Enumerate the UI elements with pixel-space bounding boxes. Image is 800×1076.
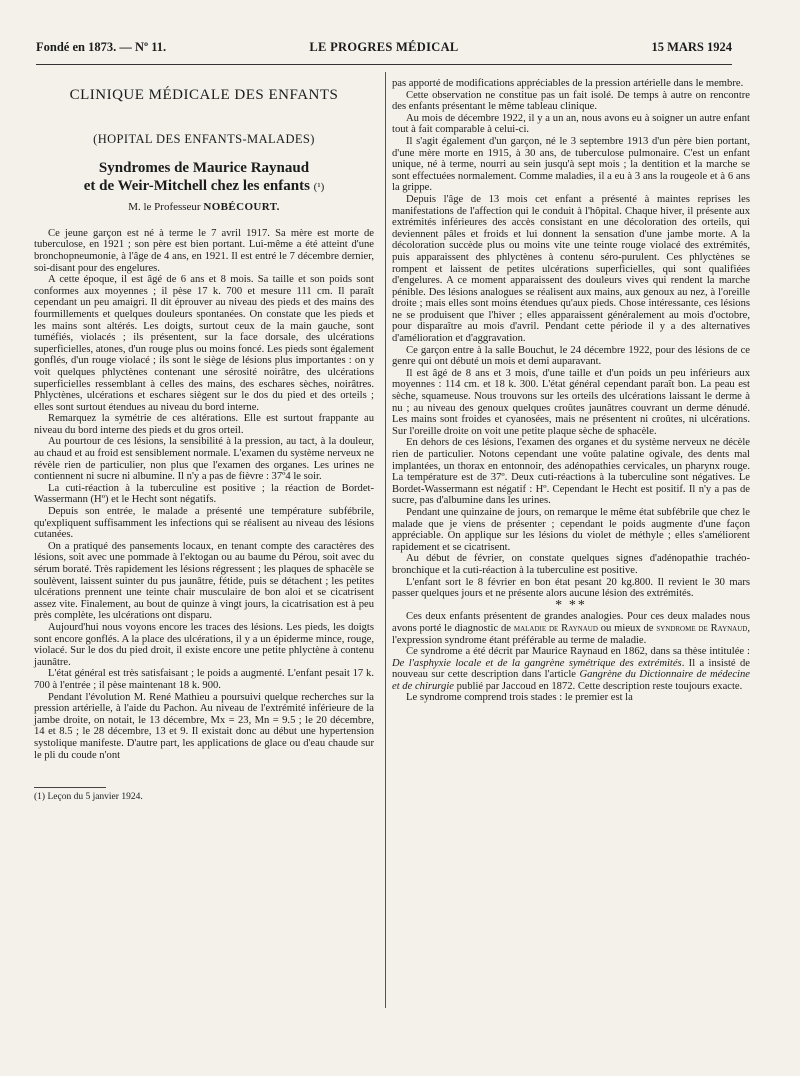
right-paragraph: Depuis l'âge de 13 mois cet enfant a présenté à maintes reprises les manifestations de l'affection qui le conduit à l'hôpital. Chaque hiver, il présente aux extrémités inférieures des accès consistant en une décoloration des orteils, qui deviennent pâles et froids et lui donnent la sensation d'une jambe morte. A la décoloration succède plus ou moins vite une teinte rouge violacé des extrémités, puis apparaissent des phlyctènes à contenu séro-purulent. Ces phlyctènes se rompent et laissent de petites ulcérations superficielles, qui sont qualifiées d'engelures. A ce moment apparaissent des douleurs vives qui rendent la marche pénible. Des lésions analogues se réalisent aux mains, aux genoux au nez, à l'oreille droite ; mais elles sont moins étendues qu'aux pieds. Chose intéressante, ces lésions ne se produisent que l'hiver ; elles apparaissent généralement au mois d'octobre, pour disparaître au mois d'avril. Pendant cette période il y a des alternatives d'amélioration et d'aggravation. (392, 193, 750, 345)
right-paragraph: Au début de février, on constate quelques signes d'adénopathie trachéo-bronchique et la cuti-réaction à la tuberculine est positive. (392, 553, 750, 576)
right-paragraph: L'enfant sort le 8 février en bon état pesant 20 kg.800. Il revient le 30 mars passer quelques jours et ne présente alors aucune lésion des extrémités. (392, 576, 750, 600)
author-prefix: M. le Professeur (128, 201, 201, 214)
left-paragraph: On a pratiqué des pansements locaux, en tenant compte des caractères des lésions, soit avec une pommade à l'ektogan ou au baume du Pérou, soit avec du sérum boraté. Très rapidement les lésions régressent ; les plaques de sphacèle se soulèvent, laissent suinter du pus jaunâtre, fétide, puis se détachent ; les petites ulcérations prennent une teinte chair musculaire de bon aloi et se cicatrisent assez vite. Finalement, au bout de quinze à vingt jours, la cicatrisation est à peu près complète, les ulcérations ont disparu. (34, 540, 374, 622)
right-paragraph: pas apporté de modifications appréciables de la pression artérielle dans le membre. (392, 78, 744, 89)
left-paragraph: A cette époque, il est âgé de 6 ans et 8 mois. Sa taille et son poids sont conformes aux moyennes ; il pèse 17 k. 700 et mesure 111 cm. Il paraît cependant un peu amaigri. Il dit éprouver au niveau des pieds et des mains des fourmillements et quelques douleurs spontanées. On constate que les pieds et les mains sont altérés. Les doigts, surtout ceux de la main gauche, sont tuméfiés, violacés ; ils présentent, sur la face dorsale, des ulcérations superficielles, atones, d'un rouge plus ou moins foncé. Les pieds sont également gonflés, d'un rouge violacé ; ils sont le siège de lésions plus importantes : on y voit quelques phlyctènes contenant une sérosité noirâtre, des ulcérations superficielles ressemblant à celles des mains, des eschares sèches, noirâtres. Phlyctènes, ulcérations et eschares siègent sur le dos du pied et des orteils ; elles sont surtout étendues au niveau du bord interne. (34, 274, 374, 413)
hospital-name: (HOPITAL DES ENFANTS-MALADES) (93, 131, 315, 146)
article-title-line-2: et de Weir-Mitchell chez les enfants (83, 178, 310, 195)
article-title-line-1: Syndromes de Maurice Raynaud (98, 160, 310, 177)
right-paragraph (392, 611, 750, 646)
right-column (392, 78, 750, 704)
article-author (34, 202, 374, 214)
section-separator-stars: * ** (555, 597, 587, 613)
left-paragraph: Pendant l'évolution M. René Mathieu a poursuivi quelque recherches sur la pression artérielle, à l'aide du Pachon. Au niveau de l'extrémité inférieure de la jambe droite, on notait, le 13 décembre, Mx = 23, Mn = 9.5 ; le 20 décembre, 14 et 8.5 ; le 28 décembre, 13 et 9. Il existait donc au début une hypertension systolique manifeste. D'autre part, les applications de glace ou d'eau chaude sur le pli du coude n'ont (34, 691, 374, 761)
right-paragraph: Pendant une quinzaine de jours, on remarque le même état subfébrile que chez le malade que je viens de présenter ; cependant le poids augmente d'une façon appréciable. On applique sur les lésions du violet de méthyle ; elles s'améliorent rapidement et se cicatrisent. (392, 506, 750, 553)
text-run: publié par Jaccoud en 1872. Cette description reste toujours exacte. (453, 680, 743, 692)
right-paragraph: Cette observation ne constitue pas un fait isolé. De temps à autre on rencontre des enfants présentant le même tableau clinique. (392, 89, 750, 113)
header-rule (36, 64, 732, 65)
right-paragraph (392, 646, 750, 692)
text-run: , l'expression syndrome étant préférable au terme de maladie. (392, 622, 751, 646)
left-paragraph: Ce jeune garçon est né à terme le 7 avril 1917. Sa mère est morte de tuberculose, en 1921 ; son père est bien portant. Lui-même a été atteint d'une bronchopneumonie, à l'âge de 4 ans, en 1921. Il est entré le 7 décembre dernier, soi-disant pour des engelures. (34, 227, 374, 274)
left-paragraph: Aujourd'hui nous voyons encore les traces des lésions. Les pieds, les doigts sont encore gonflés. A la place des ulcérations, il y a un épiderme mince, rouge, violacé. Sur le dos du pied droit, il existe encore une petite phlyctène à contenu jaunâtre. (34, 621, 374, 668)
column-divider (385, 72, 386, 1008)
right-paragraph: Il est âgé de 8 ans et 3 mois, d'une taille et d'un poids un peu inférieurs aux moyennes : 114 cm. et 18 k. 300. L'état général cependant paraît bon. La peau est sèche, squameuse. Nous trouvons sur les orteils des ulcérations laissant le derme à nu ; au niveau des genoux quelques croûtes jaunâtres couvrant un derme dénudé. Les mains sont froides et cyanosées, mais ne présentent ni croûtes, ni ulcérations. Sur l'oreille droite on voit une petite plaque sèche de sphacèle. (392, 367, 750, 437)
footnote-rule (34, 787, 106, 788)
footnote: (1) Leçon du 5 janvier 1924. (34, 792, 143, 803)
article-title (34, 159, 374, 196)
left-paragraph: L'état général est très satisfaisant ; le poids a augmenté. L'enfant pesait 17 k. 700 à l'entrée ; il pèse maintenant 18 k. 900. (34, 668, 374, 691)
text-run: ou mieux de (597, 622, 657, 634)
text-run: Ce syndrome a été décrit par Maurice Raynaud en 1862, dans sa thèse intitulée : (406, 646, 750, 658)
text-run: . Il a insisté de nouveau sur cette description dans l'article (392, 657, 750, 681)
founded-issue-label: Fondé en 1873. — Nº 11. (36, 40, 167, 54)
text-run: Ces deux enfants présentent de grandes analogies. Pour ces deux malades nous avons porté le diagnostic de (392, 611, 750, 634)
journal-title: LE PROGRES MÉDICAL (309, 40, 459, 54)
page-header (36, 40, 732, 60)
right-paragraph: Il s'agit également d'un garçon, né le 3 septembre 1913 d'un père bien portant, d'une mère morte en 1915, à 30 ans, de tuberculose pulmonaire. C'est un enfant unique, né à terme, nourri au sein jusqu'à sept mois ; la dentition et la marche se sont effectuées normalement. Comme maladies, il a eu à 3 ans la rougeole et à 6 ans la grippe. (392, 135, 750, 194)
issue-date: 15 MARS 1924 (651, 40, 732, 54)
right-paragraph: Au mois de décembre 1922, il y a un an, nous avons eu à soigner un autre enfant tout à fait comparable à celui-ci. (392, 112, 750, 136)
right-paragraph: En dehors de ces lésions, l'examen des organes et du système nerveux ne décèle rien de particulier. Notons cependant une voûte palatine ogivale, des dents mal implantées, un thorax en entonnoir, des adénopathies cervicales, un pharynx rouge. La température est de 37º. Deux cuti-réactions à la tuberculine sont négatives. Le Bordet-Wassermann est négatif : Hº. Cependant le Hecht est positif. Il n'y a pas de sucre, pas d'albumine dans les urines. (392, 437, 750, 507)
left-paragraph: Depuis son entrée, le malade a présenté une température subfébrile, qu'expliquent suffisamment les infections qui se réalisent au niveau des lésions cutanées. (34, 506, 374, 541)
small-caps-run: syndrome de Raynaud (656, 622, 748, 634)
left-column (34, 87, 374, 804)
left-paragraph: Au pourtour de ces lésions, la sensibilité à la pression, au tact, à la douleur, au chaud et au froid est sensiblement normale. L'examen du système nerveux ne révèle rien de particulier, non plus que l'examen des organes. Les urines ne contiennent ni sucre ni albumine. Il n'y a pas de fièvre : 37º4 le soir. (34, 436, 374, 483)
title-footnote-marker: (¹) (313, 181, 325, 194)
left-paragraph: Remarquez la symétrie de ces altérations. Elle est surtout frappante au niveau du bord interne des pieds et du gros orteil. (34, 413, 374, 436)
small-caps-run: maladie de Raynaud (513, 622, 598, 634)
italic-run: De l'asphyxie locale et de la gangrène symétrique des extrémités (392, 657, 682, 669)
left-paragraph: La cuti-réaction à la tuberculine est positive ; la réaction de Bordet-Wassermann (Hº) et le Hecht sont négatifs. (34, 482, 374, 506)
right-paragraph: Ce garçon entre à la salle Bouchut, le 24 décembre 1922, pour des lésions de ce genre qui ont débuté un mois et demi auparavant. (392, 344, 750, 368)
author-name: NOBÉCOURT. (203, 201, 280, 214)
italic-run: Gangrène du Dictionnaire de médecine et de chirurgie (392, 669, 750, 692)
section-title: CLINIQUE MÉDICALE DES ENFANTS (69, 87, 339, 103)
right-paragraph: Le syndrome comprend trois stades : le premier est la (406, 692, 633, 704)
